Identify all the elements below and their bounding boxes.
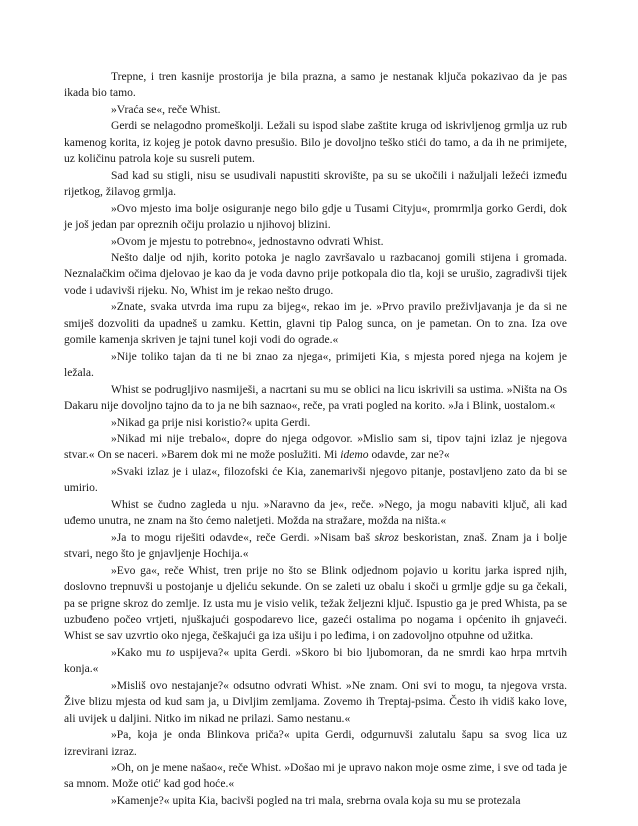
paragraph: »Svaki izlaz je i ulaz«, filozofski će Kia, zanemarivši njegovo pitanje, postavljeno zato da bi se umirio. [64,464,567,495]
emphasis-text: to [165,645,175,659]
paragraph: »Kamenje?« upita Kia, bacivši pogled na tri mala, srebrna ovala koja su mu se protezala [111,793,521,807]
paragraph: Whist se čudno zagleda u nju. »Naravno da je«, reče. »Nego, ja mogu nabaviti ključ, ali kad uđemo unutra, ne znam na što ćemo naletjeti. Možda na stražare, možda na ništa.« [64,497,567,528]
paragraph: »Ja to mogu riješiti odavde«, reče Gerdi. »Nisam baš skroz beskoristan, znaš. Znam ja i bolje stvari, nego što je gnjavljenje Hochija.« [64,530,567,561]
paragraph: Gerdi se nelagodno promeškolji. Ležali su ispod slabe zaštite kruga od iskrivljenog grmlja uz rub kamenog korita, iz kojeg je potok davno presušio. Bilo je dovoljno teško stići do tamo, a da ih ne primijete, uz količinu patrola koje su susreli putem. [64,119,567,166]
paragraph: »Kako mu to uspijeva?« upita Gerdi. »Skoro bi bio ljubomoran, da ne smrdi kao hrpa mrtvih konja.« [64,645,567,676]
paragraph: »Vraća se«, reče Whist. [111,102,221,116]
paragraph: »Oh, on je mene našao«, reče Whist. »Došao mi je upravo nakon moje osme zime, i sve od tada je sa mnom. Može otić' kad god hoće.« [64,761,567,791]
paragraph: »Nije toliko tajan da ti ne bi znao za njega«, primijeti Kia, s mjesta pored njega na kojem je ležala. [64,349,567,380]
paragraph: Whist se podrugljivo nasmiješi, a nacrtani su mu se oblici na licu iskrivili sa ustima. »Ništa na Os Dakaru nije dovoljno tajno da to ja ne bih saznao«, reče, pa vrati pogled na korito. »Ja i Blink, uostalom.« [64,382,567,413]
paragraph: »Ovo mjesto ima bolje osiguranje nego bilo gdje u Tusami Cityju«, promrmlja gorko Gerdi, dok je još jedan par opreznih očiju prolazio u njihovoj blizini. [64,201,567,232]
paragraph: »Pa, koja je onda Blinkova priča?« upita Gerdi, odgurnuvši zalutalu šapu sa svog lica uz izrevirani izraz. [64,728,567,758]
emphasis-text: skroz [374,530,399,544]
emphasis-text: idemo [340,448,369,462]
paragraph: Trepne, i tren kasnije prostorija je bila prazna, a samo je nestanak ključa pokazivao da je pas ikada bio tamo. [64,70,567,100]
paragraph: »Evo ga«, reče Whist, tren prije no što se Blink odjednom pojavio u koritu jarka ispred njih, doslovno trepnuvši u postojanje u djeliću sekunde. On se zaleti uz obalu i skoči u grmlje gdje su ga čekali, pa se prigne skroz do zemlje. Iz usta mu je visio velik, težak željezni ključ. Ispustio ga je pred Whista, pa se uzbuđeno počeo vrtjeti, njuškajući gospodarevo lice, gazeći ostalima po nogama i općenito ih gnjaveći. Whist se sav uzvrtio oko njega, češkajući ga iza ušiju i po leđima, i on zadovoljno otpuhne od užitka. [64,563,567,643]
paragraph: »Ovom je mjestu to potrebno«, jednostavno odvrati Whist. [111,234,384,248]
paragraph: »Nikad mi nije trebalo«, dopre do njega odgovor. »Mislio sam si, tipov tajni izlaz je njegova stvar.« On se naceri. »Barem dok mi ne može poslužiti. Mi idemo odavde, zar ne?« [64,431,567,462]
paragraph: »Znate, svaka utvrda ima rupu za bijeg«, rekao im je. »Prvo pravilo preživljavanja je da si ne smiješ dozvoliti da upadneš u zamku. Kettin, glavni tip Palog sunca, on je pametan. On to zna. Iza ove gomile kamenja skriven je tajni tunel koji vodi do ograde.« [64,300,567,347]
paragraph: »Misliš ovo nestajanje?« odsutno odvrati Whist. »Ne znam. Oni svi to mogu, ta njegova vrsta. Žive blizu mjesta od kud sam ja, u Divljim zemljama. Zovemo ih Treptaj-psima. Često ih vidiš kako love, ali uvijek u daljini. Nitko im nikad ne prilazi. Samo nestanu.« [64,678,567,725]
document-page [64,69,567,809]
paragraph: Sad kad su stigli, nisu se usudivali napustiti skrovište, pa su se ukočili i nažuljali ležeći između rijetkog, žilavog grmlja. [64,168,567,199]
paragraph: Nešto dalje od njih, korito potoka je naglo završavalo u razbacanoj gomili stijena i gromada. Neznalačkim očima djelovao je kao da je voda davno prije potkopala dio tla, koji se urušio, zagradivši tijek vode i udavivši rijeku. No, Whist im je rekao nešto drugo. [64,250,567,297]
paragraph: »Nikad ga prije nisi koristio?« upita Gerdi. [111,415,311,429]
